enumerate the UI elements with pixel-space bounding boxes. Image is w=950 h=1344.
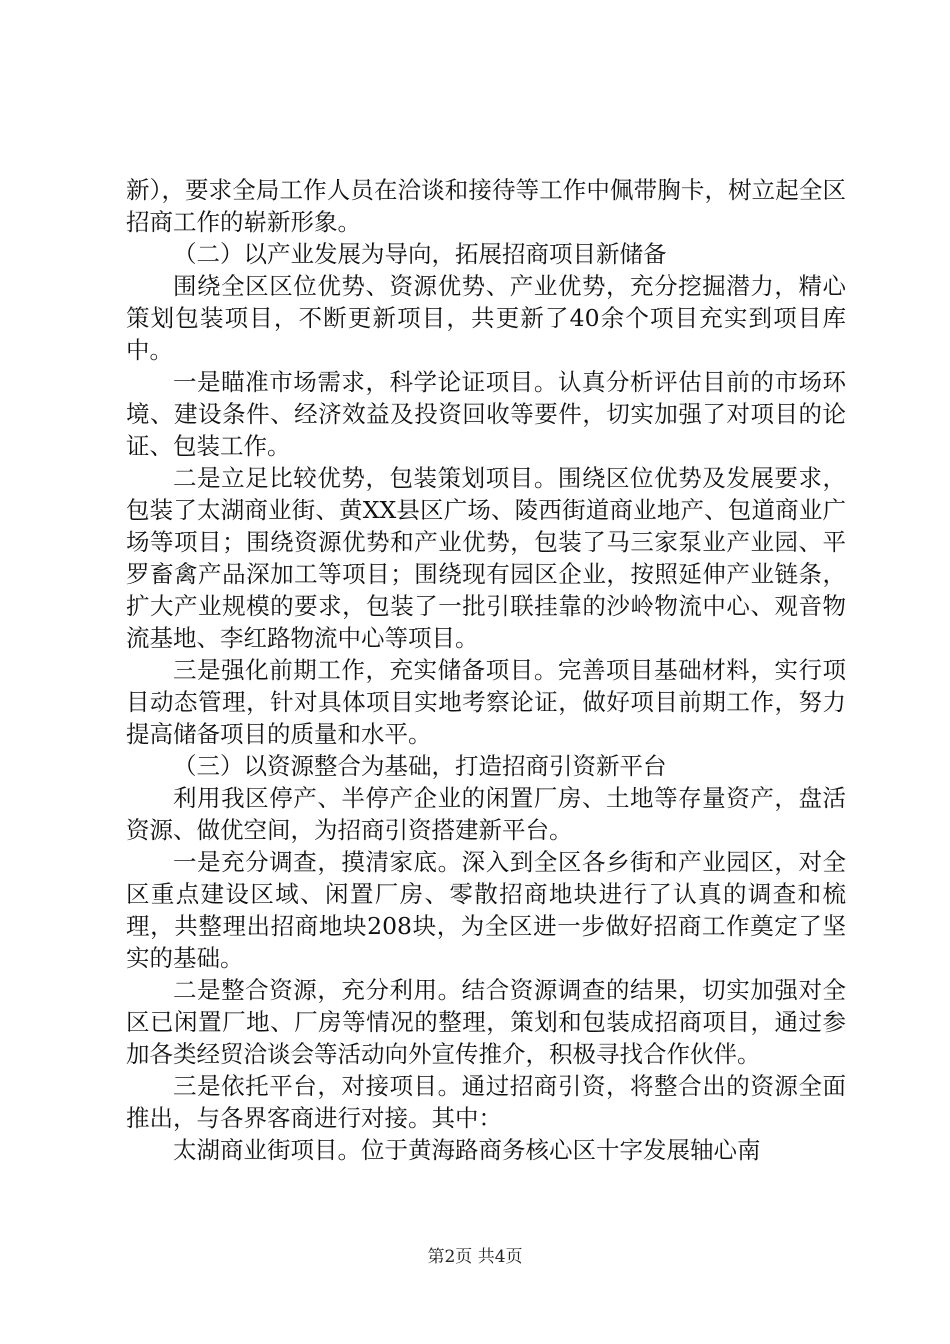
paragraph: 新），要求全局工作人员在洽谈和接待等工作中佩带胸卡，树立起全区招商工作的崭新形象。 (126, 176, 846, 236)
section-heading: （二）以产业发展为导向，拓展招商项目新储备 (173, 240, 667, 268)
body-text (126, 174, 846, 1166)
paragraph: 二是立足比较优势，包装策划项目。围绕区位优势及发展要求，包装了太湖商业街、黄XX县区广场、陵西街道商业地产、包道商业广场等项目；围绕资源优势和产业优势，包装了马三家泵业产业园、平罗畜禽产品深加工等项目；围绕现有园区企业，按照延伸产业链条，扩大产业规模的要求，包装了一批引联挂靠的沙岭物流中心、观音物流基地、李红路物流中心等项目。 (126, 464, 846, 652)
paragraph: 三是依托平台，对接项目。通过招商引资，将整合出的资源全面推出，与各界客商进行对接。其中： (126, 1072, 846, 1132)
paragraph: 一是充分调查，摸清家底。深入到全区各乡街和产业园区，对全区重点建设区域、闲置厂房、零散招商地块进行了认真的调查和梳理，共整理出招商地块208块，为全区进一步做好招商工作奠定了坚实的基础。 (126, 848, 846, 972)
paragraph: 二是整合资源，充分利用。结合资源调查的结果，切实加强对全区已闲置厂地、厂房等情况的整理，策划和包装成招商项目，通过参加各类经贸洽谈会等活动向外宣传推介，积极寻找合作伙伴。 (126, 976, 846, 1068)
page-footer: 第2页 共4页 (427, 1247, 523, 1267)
paragraph: 围绕全区区位优势、资源优势、产业优势，充分挖掘潜力，精心策划包装项目，不断更新项目，共更新了40余个项目充实到项目库中。 (126, 272, 846, 364)
section-heading: （三）以资源整合为基础，打造招商引资新平台 (173, 752, 667, 780)
paragraph: 一是瞄准市场需求，科学论证项目。认真分析评估目前的市场环境、建设条件、经济效益及投资回收等要件，切实加强了对项目的论证、包装工作。 (126, 368, 846, 460)
paragraph: 太湖商业街项目。位于黄海路商务核心区十字发展轴心南 (173, 1136, 761, 1164)
paragraph: 三是强化前期工作，充实储备项目。完善项目基础材料，实行项目动态管理，针对具体项目实地考察论证，做好项目前期工作，努力提高储备项目的质量和水平。 (126, 656, 846, 748)
paragraph: 利用我区停产、半停产企业的闲置厂房、土地等存量资产，盘活资源、做优空间，为招商引资搭建新平台。 (126, 784, 846, 844)
